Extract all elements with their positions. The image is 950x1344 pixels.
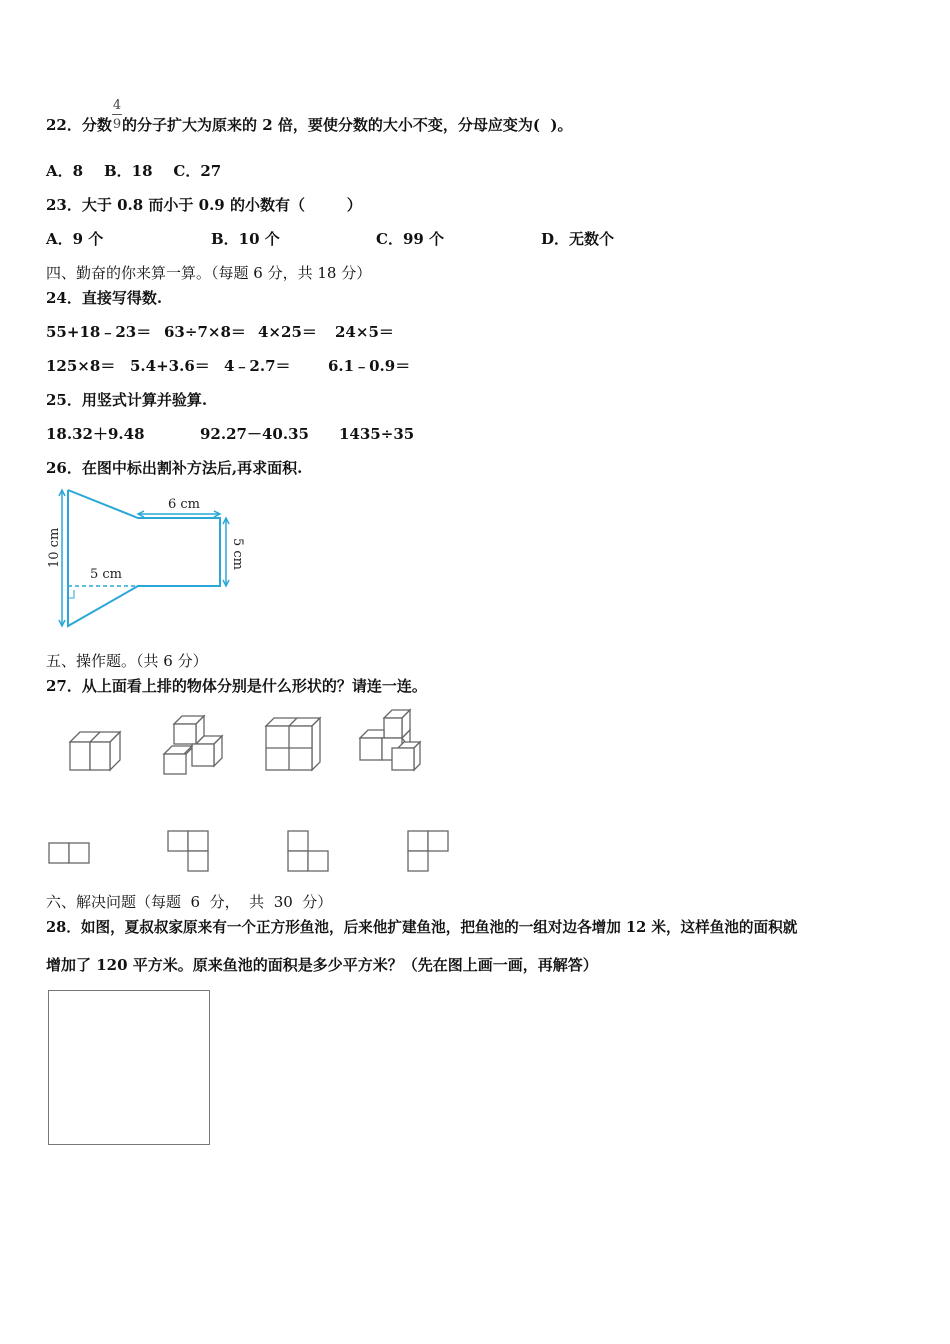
q23-option-c: C．99 个 <box>376 230 445 248</box>
q24-r1-c3: 4×25＝ <box>258 323 317 341</box>
q22-fraction-bar <box>112 114 122 115</box>
q25-item-2: 92.27－40.35 <box>200 425 309 443</box>
q27-object-1 <box>68 730 126 772</box>
q27-object-3 <box>264 716 324 774</box>
q23-option-a: A．9 个 <box>46 230 104 248</box>
section6-title: 六、解决问题（每题 6 分， 共 30 分） <box>46 893 333 911</box>
q26-trapezoid-figure <box>40 486 260 636</box>
q25-item-3: 1435÷35 <box>339 425 415 443</box>
q24-r2-c3: 4﹣2.7＝ <box>224 357 291 375</box>
q28-square-pond[interactable] <box>48 990 210 1145</box>
q27-view-2 <box>167 830 211 874</box>
q23-option-b: B．10 个 <box>211 230 280 248</box>
q27-view-1 <box>48 842 92 866</box>
q27-view-3 <box>287 830 331 874</box>
q28-line-2: 增加了 120 平方米。原来鱼池的面积是多少平方米？（先在图上画一画，再解答） <box>46 956 598 974</box>
q24-r2-c1: 125×8＝ <box>46 357 116 375</box>
q27-object-2 <box>162 714 226 776</box>
q24-r1-c4: 24×5＝ <box>335 323 394 341</box>
q24-r2-c4: 6.1﹣0.9＝ <box>328 357 411 375</box>
q22-suffix: 的分子扩大为原来的 2 倍，要使分数的大小不变，分母应变为( )。 <box>122 116 573 134</box>
q22-fraction-numerator: 4 <box>112 98 122 113</box>
q26-label-top: 6 cm <box>168 497 201 512</box>
q26-label-mid: 5 cm <box>90 567 123 582</box>
q23-question: 23．大于 0.8 而小于 0.9 的小数有（ ） <box>46 196 362 214</box>
q22-fraction-denominator: 9 <box>112 117 122 132</box>
q28-line-1: 28．如图，夏叔叔家原来有一个正方形鱼池，后来他扩建鱼池，把鱼池的一组对边各增加 12 米，这样鱼池的面积就 <box>46 919 798 936</box>
q22-prefix: 22．分数 <box>46 116 112 134</box>
q27-question: 27．从上面看上排的物体分别是什么形状的？请连一连。 <box>46 677 427 695</box>
q26-question: 26．在图中标出割补方法后,再求面积. <box>46 459 303 477</box>
q24-r1-c2: 63÷7×8＝ <box>164 323 246 341</box>
q27-view-4 <box>407 830 451 874</box>
section5-title: 五、操作题。（共 6 分） <box>46 652 208 670</box>
q25-question: 25．用竖式计算并验算. <box>46 391 208 409</box>
q26-label-right: 5 cm <box>230 538 245 571</box>
q24-question: 24．直接写得数. <box>46 289 163 307</box>
section4-title: 四、勤奋的你来算一算。（每题 6 分，共 18 分） <box>46 264 372 282</box>
q22-options: A．8 B．18 C．27 <box>46 162 222 180</box>
q26-label-left: 10 cm <box>47 527 62 568</box>
q27-object-4 <box>358 708 424 772</box>
q23-option-d: D．无数个 <box>541 230 615 248</box>
q25-item-1: 18.32＋9.48 <box>46 425 145 443</box>
q24-r1-c1: 55+18﹣23＝ <box>46 323 152 341</box>
q24-r2-c2: 5.4+3.6＝ <box>130 357 210 375</box>
